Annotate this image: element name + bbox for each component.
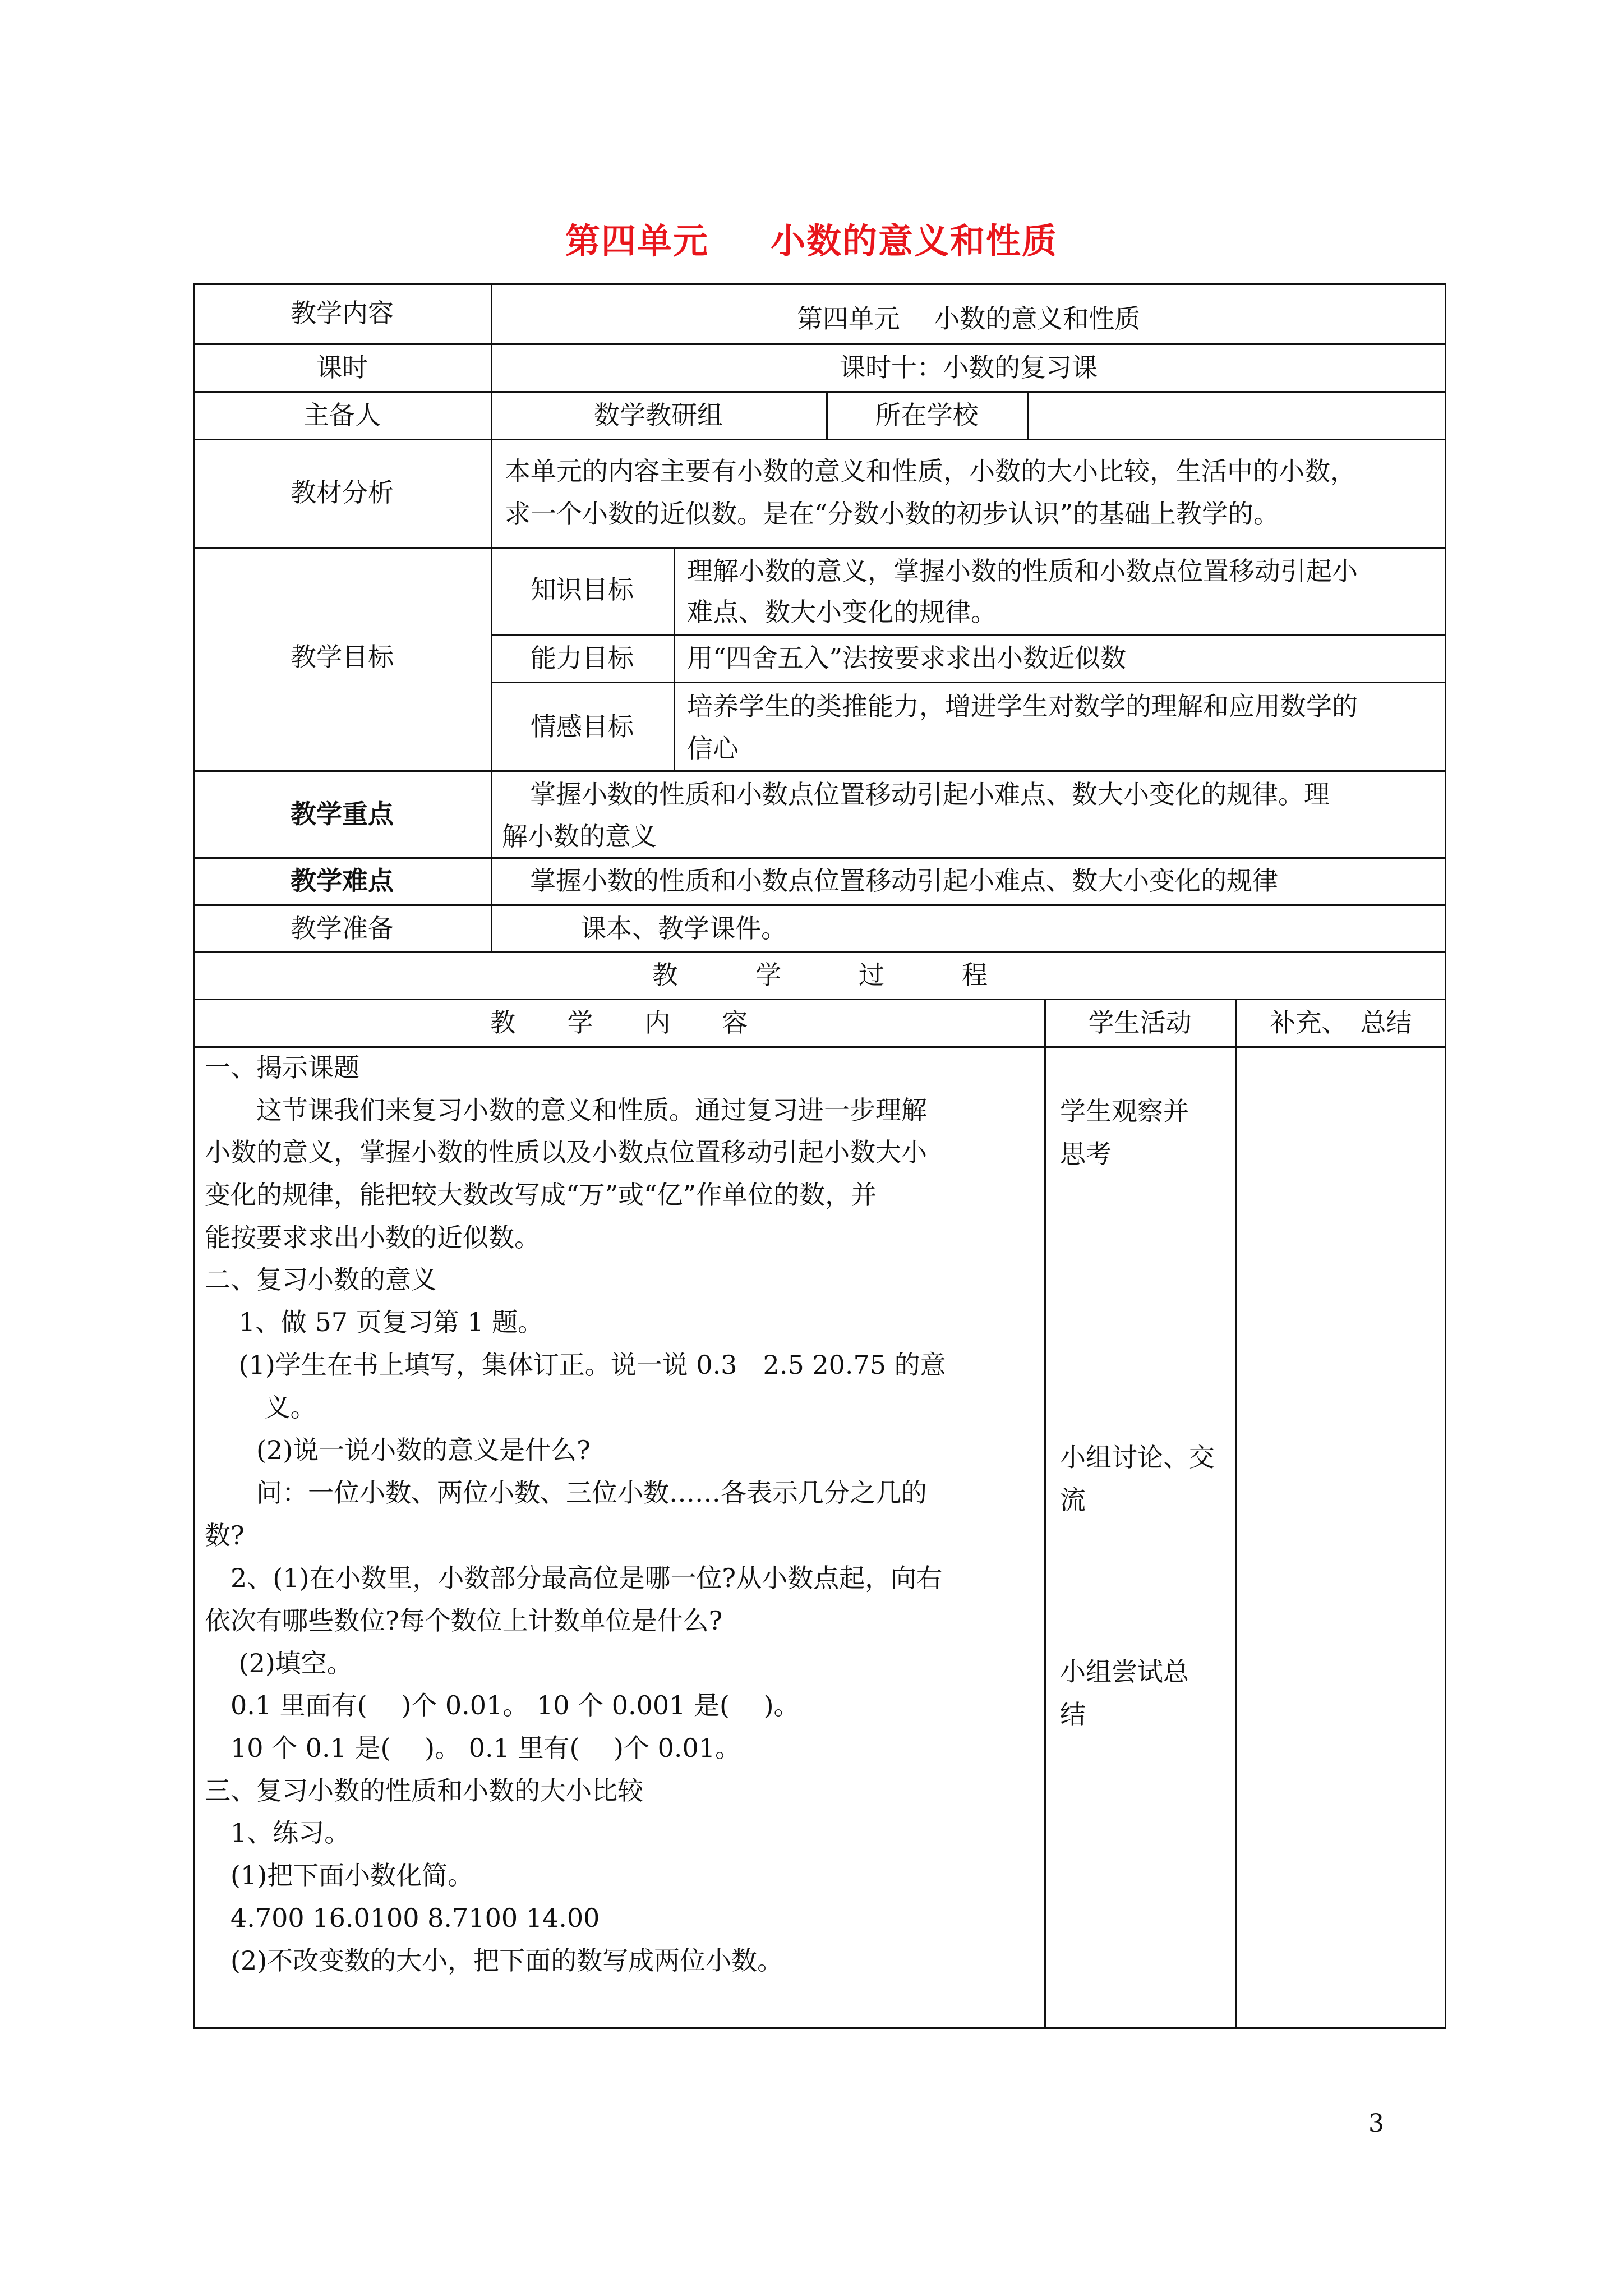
title-topic: 小数的意义和性质 (771, 220, 1058, 261)
activity-2-line-1: 小组讨论、交 (1060, 1442, 1215, 1473)
content-line: (2)说一说小数的意义是什么? (205, 1435, 591, 1465)
page-title (0, 213, 1623, 263)
knowledge-goal-line-1: 理解小数的意义，掌握小数的性质和小数点位置移动引起小 (687, 556, 1358, 586)
label-analysis: 教材分析 (291, 477, 394, 508)
label-goals: 教学目标 (291, 642, 394, 672)
label-ability-goal: 能力目标 (531, 643, 634, 673)
col-content-header: 教 学 内 容 (490, 1007, 748, 1038)
label-knowledge-goal: 知识目标 (531, 574, 634, 605)
content-line: 1、练习。 (205, 1818, 351, 1848)
key-point-line-2: 解小数的意义 (502, 821, 657, 852)
col-summary-header: 补充、 总结 (1270, 1007, 1412, 1038)
content-line: 1、做 57 页复习第 1 题。 (205, 1307, 544, 1337)
analysis-line-1: 本单元的内容主要有小数的意义和性质，小数的大小比较，生活中的小数， (505, 456, 1356, 486)
content-line: 能按要求求出小数的近似数。 (205, 1222, 540, 1253)
content-line: 义。 (205, 1392, 316, 1423)
content-line: 三、复习小数的性质和小数的大小比较 (205, 1775, 643, 1806)
content-line: 变化的规律，能把较大数改写成“万”或“亿”作单位的数，并 (205, 1180, 877, 1210)
label-emotion-goal: 情感目标 (531, 711, 634, 742)
content-line: (2)填空。 (205, 1648, 353, 1678)
activity-1-line-1: 学生观察并 (1060, 1096, 1189, 1126)
difficulty-value: 掌握小数的性质和小数点位置移动引起小难点、数大小变化的规律 (530, 866, 1278, 896)
content-line: (2)不改变数的大小，把下面的数写成两位小数。 (205, 1945, 783, 1976)
label-key-point: 教学重点 (291, 799, 394, 829)
label-difficulty: 教学难点 (291, 866, 394, 896)
ability-goal: 用“四舍五入”法按要求求出小数近似数 (687, 643, 1127, 673)
process-header: 教 学 过 程 (652, 960, 988, 990)
label-teaching-content: 教学内容 (291, 298, 394, 328)
emotion-goal-line-1: 培养学生的类推能力，增进学生对数学的理解和应用数学的 (687, 691, 1358, 721)
value-period: 课时十：小数的复习课 (840, 352, 1098, 383)
content-line: 依次有哪些数位?每个数位上计数单位是什么? (205, 1605, 723, 1636)
content-line: (1)学生在书上填写，集体订正。说一说 0.3 2.5 20.75 的意 (205, 1350, 946, 1380)
analysis-line-2: 求一个小数的近似数。是在“分数小数的初步认识”的基础上教学的。 (505, 499, 1280, 529)
content-line: 10 个 0.1 是( )。 0.1 里有( )个 0.01。 (205, 1733, 741, 1763)
activity-3-line-2: 结 (1060, 1699, 1086, 1729)
label-period: 课时 (316, 352, 368, 383)
value-author: 数学教研组 (594, 400, 723, 430)
knowledge-goal-line-2: 难点、数大小变化的规律。 (687, 597, 997, 627)
content-line: (1)把下面小数化简。 (205, 1860, 474, 1890)
content-line: 二、复习小数的意义 (205, 1264, 437, 1295)
content-line: 一、揭示课题 (205, 1052, 359, 1083)
emotion-goal-line-2: 信心 (687, 733, 739, 763)
value-teaching-content: 第四单元 小数的意义和性质 (796, 303, 1141, 334)
title-unit: 第四单元 (565, 220, 709, 261)
page-number: 3 (1368, 2109, 1384, 2138)
lesson-plan-table (193, 283, 1446, 2029)
col-activity-header: 学生活动 (1088, 1007, 1192, 1038)
activity-3-line-1: 小组尝试总 (1060, 1657, 1189, 1687)
label-preparation: 教学准备 (291, 913, 394, 944)
key-point-line-1: 掌握小数的性质和小数点位置移动引起小难点、数大小变化的规律。理 (530, 779, 1330, 809)
label-school: 所在学校 (875, 400, 979, 430)
content-line: 问：一位小数、两位小数、三位小数……各表示几分之几的 (205, 1478, 927, 1508)
preparation-value: 课本、教学课件。 (580, 913, 787, 944)
content-line: 小数的意义，掌握小数的性质以及小数点位置移动引起小数大小 (205, 1137, 927, 1167)
activity-1-line-2: 思考 (1060, 1139, 1112, 1169)
label-author: 主备人 (303, 400, 381, 430)
content-line: 数? (205, 1520, 245, 1550)
content-line: 4.700 16.0100 8.7100 14.00 (205, 1903, 600, 1933)
activity-2-line-2: 流 (1060, 1485, 1086, 1515)
content-line: 这节课我们来复习小数的意义和性质。通过复习进一步理解 (205, 1095, 927, 1125)
content-line: 2、(1)在小数里，小数部分最高位是哪一位?从小数点起，向右 (205, 1563, 943, 1593)
content-line: 0.1 里面有( )个 0.01。 10 个 0.001 是( )。 (205, 1690, 800, 1720)
